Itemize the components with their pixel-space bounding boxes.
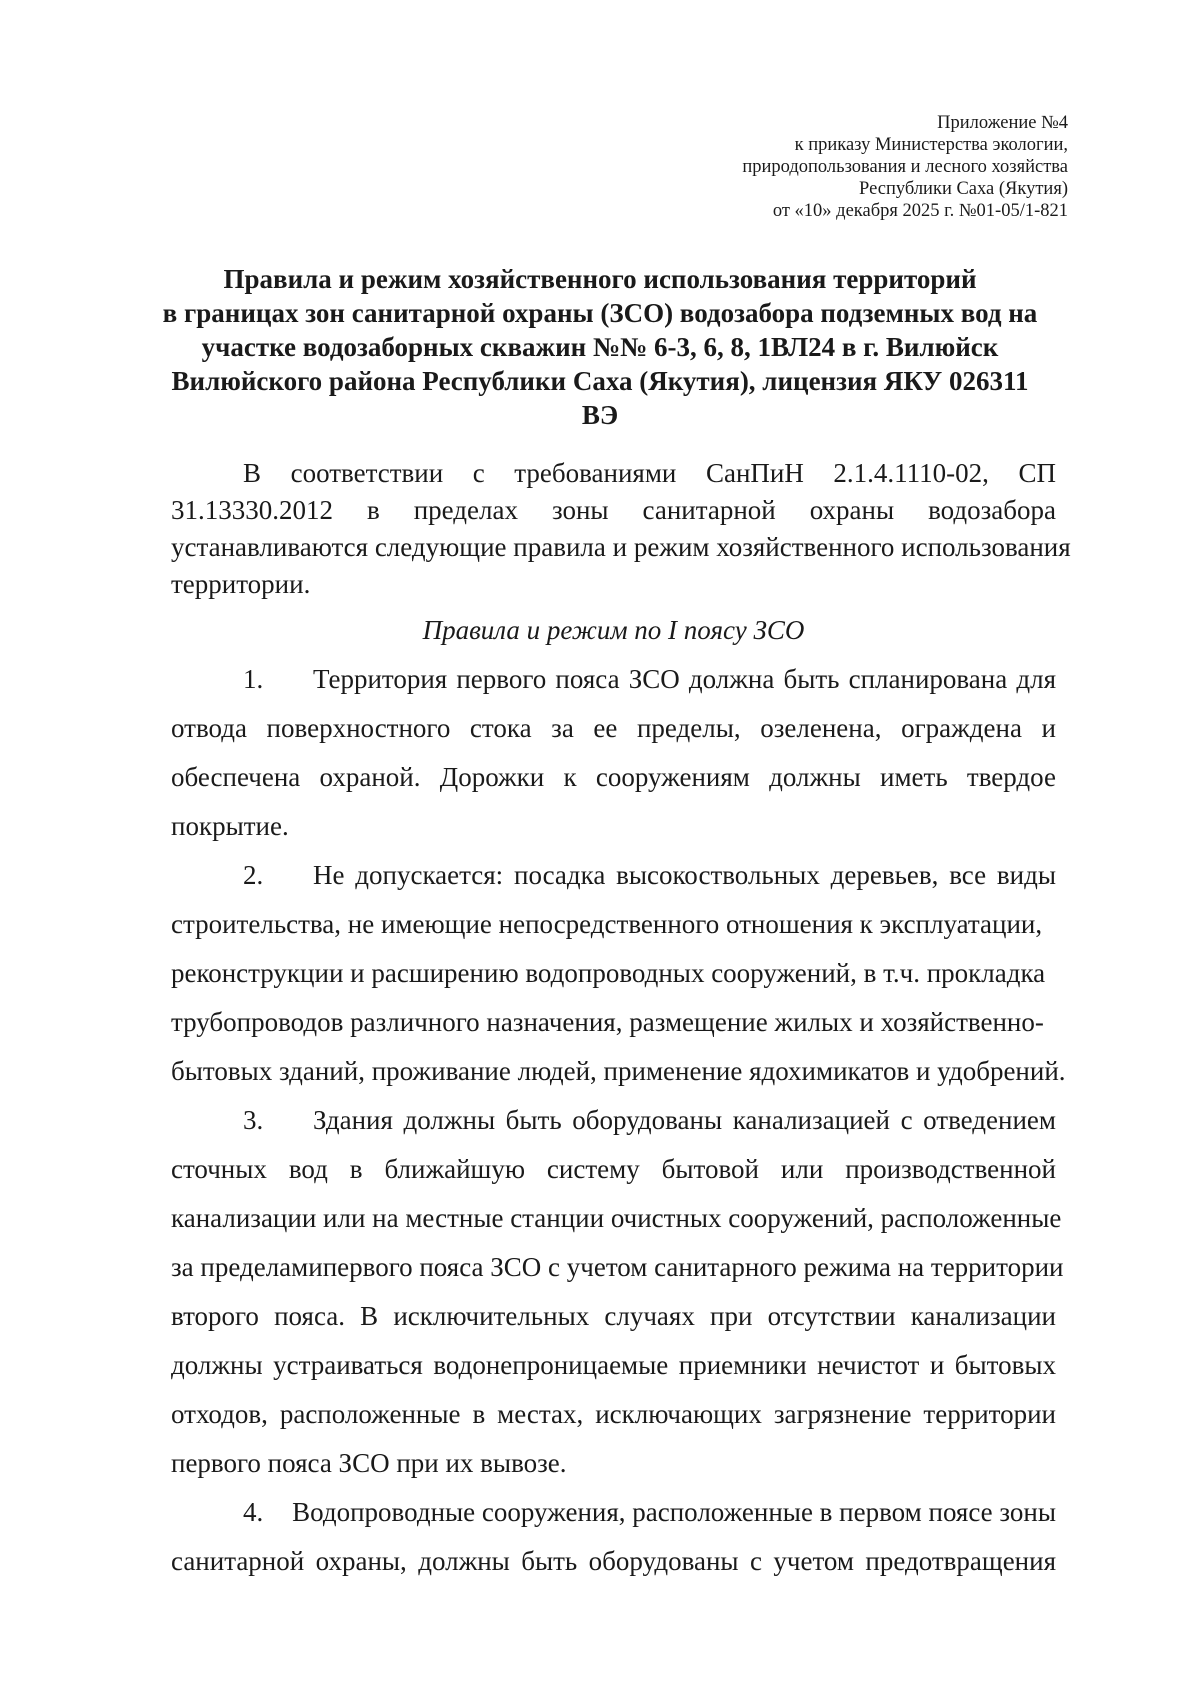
intro-line: устанавливаются следующие правила и режим хозяйственного использования — [171, 532, 1071, 562]
title-line: в границах зон санитарной охраны (ЗСО) водозабора подземных вод на — [162, 298, 1038, 328]
title-line: ВЭ — [581, 400, 619, 430]
item-line: обеспечена охраной. Дорожки к сооружениям должны иметь твердое — [171, 762, 1056, 792]
item-text: Водопроводные сооружения, расположенные в первом поясе зоны — [292, 1497, 1056, 1527]
intro-line: В соответствии с требованиями СанПиН 2.1.4.1110-02, СП — [243, 458, 1056, 488]
item-line: санитарной охраны, должны быть оборудованы с учетом предотвращения — [171, 1546, 1056, 1576]
intro-line: 31.13330.2012 в пределах зоны санитарной охраны водозабора — [171, 495, 1056, 525]
intro-paragraph — [171, 455, 1071, 603]
list-item — [171, 851, 1066, 1096]
intro-line: территории. — [171, 569, 311, 599]
item-line: сточных вод в ближайшую систему бытовой или производственной — [171, 1154, 1056, 1184]
item-number: 2. — [243, 860, 264, 890]
appendix-header — [548, 112, 1068, 222]
item-line: строительства, не имеющие непосредственного отношения к эксплуатации, — [171, 909, 1043, 939]
list-item — [171, 1488, 1056, 1586]
title-line: Правила и режим хозяйственного использования территорий — [223, 264, 977, 294]
item-line: первого пояса ЗСО при их вывозе. — [171, 1448, 567, 1478]
rules-list — [171, 655, 1066, 1586]
item-text: Не допускается: посадка высокоствольных деревьев, все виды — [313, 860, 1056, 890]
item-line: должны устраиваться водонепроницаемые приемники нечистот и бытовых — [171, 1350, 1056, 1380]
appendix-line: Приложение №4 — [937, 113, 1068, 133]
item-number: 4. — [243, 1497, 264, 1527]
item-number: 3. — [243, 1105, 264, 1135]
appendix-line: к приказу Министерства экологии, — [794, 135, 1068, 155]
section-subheading: Правила и режим по I поясу ЗСО — [422, 615, 805, 645]
item-line: канализации или на местные станции очистных сооружений, расположенные — [171, 1203, 1062, 1233]
item-line: бытовых зданий, проживание людей, применение ядохимикатов и удобрений. — [171, 1056, 1066, 1086]
item-line: трубопроводов различного назначения, размещение жилых и хозяйственно- — [171, 1007, 1044, 1037]
item-text: Здания должны быть оборудованы канализацией с отведением — [313, 1105, 1056, 1135]
item-line: второго пояса. В исключительных случаях при отсутствии канализации — [171, 1301, 1056, 1331]
list-item — [171, 655, 1056, 851]
list-item — [171, 1096, 1064, 1488]
item-number: 1. — [243, 664, 264, 694]
item-line: отходов, расположенные в местах, исключающих загрязнение территории — [171, 1399, 1056, 1429]
appendix-line: от «10» декабря 2025 г. №01-05/1-821 — [772, 201, 1068, 221]
title-line: Вилюйского района Республики Саха (Якутия), лицензия ЯКУ 026311 — [171, 366, 1029, 396]
item-line: за пределамипервого пояса ЗСО с учетом санитарного режима на территории — [171, 1252, 1064, 1282]
appendix-line: природопользования и лесного хозяйства — [742, 157, 1068, 177]
appendix-line: Республики Саха (Якутия) — [859, 179, 1068, 199]
item-line: отвода поверхностного стока за ее пределы, озеленена, ограждена и — [171, 713, 1056, 743]
item-line: покрытие. — [171, 811, 289, 841]
document-title — [150, 262, 1050, 432]
title-line: участке водозаборных скважин №№ 6-3, 6, 8, 1ВЛ24 в г. Вилюйск — [201, 332, 999, 362]
item-line: реконструкции и расширению водопроводных сооружений, в т.ч. прокладка — [171, 958, 1046, 988]
item-text: Территория первого пояса ЗСО должна быть спланирована для — [313, 664, 1056, 694]
